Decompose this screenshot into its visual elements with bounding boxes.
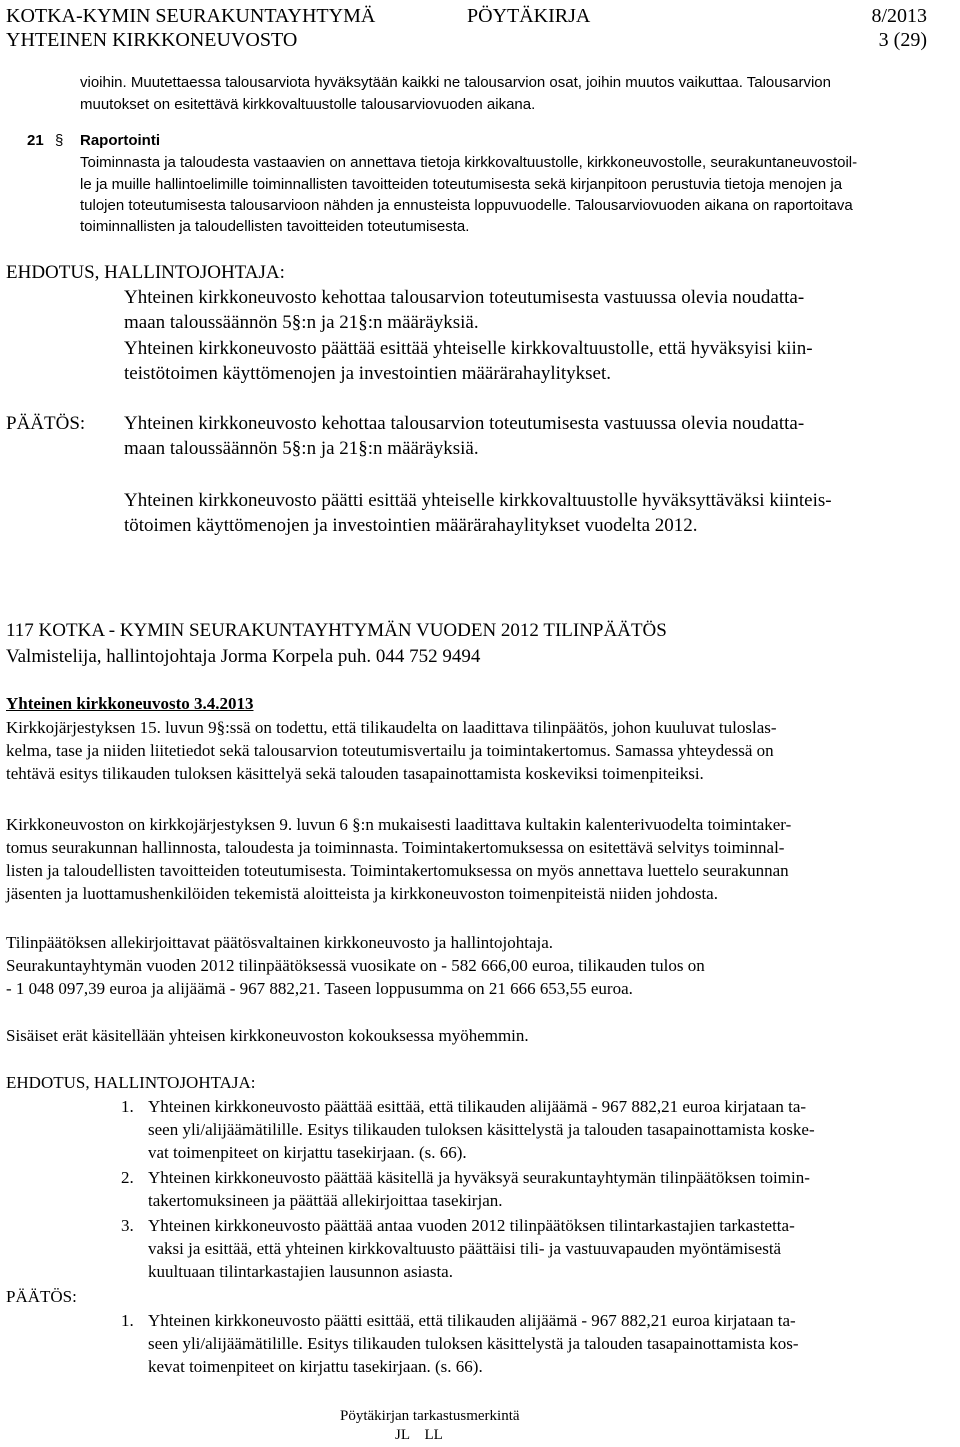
list-line: seen yli/alijäämätilille. Esitys tilikauden tuloksen käsittelystä ja talouden tasapainottamista koske- — [148, 1120, 815, 1139]
list-number: 1. — [121, 1097, 134, 1116]
item-title: 117 KOTKA - KYMIN SEURAKUNTAYHTYMÄN VUODEN 2012 TILINPÄÄTÖS — [6, 620, 667, 641]
decision-line: maan taloussäännön 5§:n ja 21§:n määräyksiä. — [124, 438, 479, 459]
list-line: kevat toimenpiteet on kirjattu tasekirjaan. (s. 66). — [148, 1357, 483, 1376]
section-line: tulojen toteutumisesta talousarvioon nähden ja ennusteista loppuvuodelle. Talousarviovuoden aikana on raportoitava — [80, 197, 853, 214]
paragraph-line: Seurakuntayhtymän vuoden 2012 tilinpäätöksessä vuosikate on - 582 666,00 euroa, tilikauden tulos on — [6, 956, 705, 975]
paragraph-line: Kirkkojärjestyksen 15. luvun 9§:ssä on todettu, että tilikaudelta on laadittava tilinpäätös, johon kuuluvat tuloslas- — [6, 718, 777, 737]
list-line: takertomuksineen ja päättää allekirjoittaa tasekirjan. — [148, 1191, 503, 1210]
list-line: Yhteinen kirkkoneuvosto päättää esittää, että tilikauden alijäämä - 967 882,21 euroa kirjataan ta- — [148, 1097, 807, 1116]
paragraph-line: tomus seurakunnan hallinnosta, taloudesta ja toiminnasta. Toimintakertomuksessa on esitettävä selvitys toiminnal- — [6, 838, 785, 857]
decision-label: PÄÄTÖS: — [6, 1287, 77, 1306]
paragraph-line: Sisäiset erät käsitellään yhteisen kirkkoneuvoston kokouksessa myöhemmin. — [6, 1026, 529, 1045]
proposal-label: EHDOTUS, HALLINTOJOHTAJA: — [6, 1073, 256, 1092]
list-number: 1. — [121, 1311, 134, 1330]
paragraph-line: tehtävä esitys tilikauden tuloksen käsittelyä sekä talouden tasapainottamista koskeviksi toimenpiteiksi. — [6, 764, 704, 783]
section-line: toiminnallisten ja taloudellisten tavoitteiden toteutumisesta. — [80, 218, 470, 235]
proposal-line: maan taloussäännön 5§:n ja 21§:n määräyksiä. — [124, 312, 479, 333]
decision-line: tötoimen käyttömenojen ja investointien määrärahaylitykset vuodelta 2012. — [124, 515, 698, 536]
paragraph-line: kelma, tase ja niiden liitetiedot sekä talousarvion toteutumisvertailu ja toimintakertomus. Samassa yhteydessä on — [6, 741, 774, 760]
paragraph-line: listen ja taloudellisten tavoitteiden toteutumisesta. Toimintakertomuksessa on myös annettava luettelo seurakunnan — [6, 861, 789, 880]
list-line: vat toimenpiteet on kirjattu tasekirjaan. (s. 66). — [148, 1143, 467, 1162]
meeting-heading: Yhteinen kirkkoneuvosto 3.4.2013 — [6, 694, 254, 713]
paragraph-line: Kirkkoneuvoston on kirkkojärjestyksen 9. luvun 6 §:n mukaisesti laadittava kultakin kalenterivuodelta toimintaker- — [6, 815, 792, 834]
section-sign: § — [55, 132, 64, 149]
paragraph-line: jäsenten ja luottamushenkilöiden tekemistä aloitteista ja kirkkoneuvoston toimenpiteistä niiden johdosta. — [6, 884, 718, 903]
paragraph-line: - 1 048 097,39 euroa ja alijäämä - 967 882,21. Taseen loppusumma on 21 666 653,55 euroa. — [6, 979, 633, 998]
proposal-line: Yhteinen kirkkoneuvosto kehottaa talousarvion toteutumisesta vastuussa olevia noudatta- — [124, 287, 805, 308]
item-preparer: Valmistelija, hallintojohtaja Jorma Korpela puh. 044 752 9494 — [6, 646, 481, 667]
intro-line: muutokset on esitettävä kirkkovaltuustolle talousarviovuoden aikana. — [80, 96, 536, 113]
decision-line: Yhteinen kirkkoneuvosto päätti esittää yhteiselle kirkkovaltuustolle hyväksyttäväksi kiinteis- — [124, 490, 832, 511]
header-page: 3 (29) — [878, 29, 927, 51]
section-number: 21 — [27, 132, 44, 149]
list-line: Yhteinen kirkkoneuvosto päätti esittää, että tilikauden alijäämä - 967 882,21 euroa kirjataan ta- — [148, 1311, 796, 1330]
list-line: kuultuaan tilintarkastajien lausunnon asiasta. — [148, 1262, 453, 1281]
list-number: 3. — [121, 1216, 134, 1235]
header-org: KOTKA-KYMIN SEURAKUNTAYHTYMÄ — [6, 5, 376, 27]
list-line: seen yli/alijäämätilille. Esitys tilikauden tuloksen käsittelystä ja talouden tasapainottamista kos- — [148, 1334, 799, 1353]
footer-initials: JL LL — [395, 1427, 443, 1443]
list-line: Yhteinen kirkkoneuvosto päättää käsitellä ja hyväksyä seurakuntayhtymän tilinpäätöksen toimin- — [148, 1168, 810, 1187]
list-line: vaksi ja esittää, että yhteinen kirkkovaltuusto päättäisi tili- ja vastuuvapauden myöntämisestä — [148, 1239, 782, 1258]
section-title: Raportointi — [80, 132, 160, 149]
proposal-line: Yhteinen kirkkoneuvosto päättää esittää yhteiselle kirkkovaltuustolle, että hyväksyisi kiin- — [124, 338, 813, 359]
header-body: YHTEINEN KIRKKONEUVOSTO — [6, 29, 298, 51]
proposal-label: EHDOTUS, HALLINTOJOHTAJA: — [6, 262, 285, 283]
section-line: le ja muille hallintoelimille toiminnallisten tavoitteiden toteutumisesta sekä kirjanpitoon perustuvia tietoja menojen ja — [80, 176, 843, 193]
footer-label: Pöytäkirjan tarkastusmerkintä — [340, 1408, 520, 1424]
intro-line: vioihin. Muutettaessa talousarviota hyväksytään kaikki ne talousarvion osat, joihin muutos vaikuttaa. Talousarvion — [80, 74, 831, 91]
decision-label: PÄÄTÖS: — [6, 413, 86, 434]
header-doc-number: 8/2013 — [871, 5, 927, 27]
proposal-line: teistötoimen käyttömenojen ja investointien määrärahaylitykset. — [124, 363, 612, 384]
paragraph-line: Tilinpäätöksen allekirjoittavat päätösvaltainen kirkkoneuvosto ja hallintojohtaja. — [6, 933, 554, 952]
decision-line: Yhteinen kirkkoneuvosto kehottaa talousarvion toteutumisesta vastuussa olevia noudatta- — [124, 413, 805, 434]
section-line: Toiminnasta ja taloudesta vastaavien on annettava tietoja kirkkovaltuustolle, kirkkoneuvostolle, seurakuntaneuvostoil- — [80, 154, 858, 171]
list-number: 2. — [121, 1168, 134, 1187]
list-line: Yhteinen kirkkoneuvosto päättää antaa vuoden 2012 tilinpäätöksen tilintarkastajien tarkastetta- — [148, 1216, 795, 1235]
header-doc-type: PÖYTÄKIRJA — [467, 5, 591, 27]
